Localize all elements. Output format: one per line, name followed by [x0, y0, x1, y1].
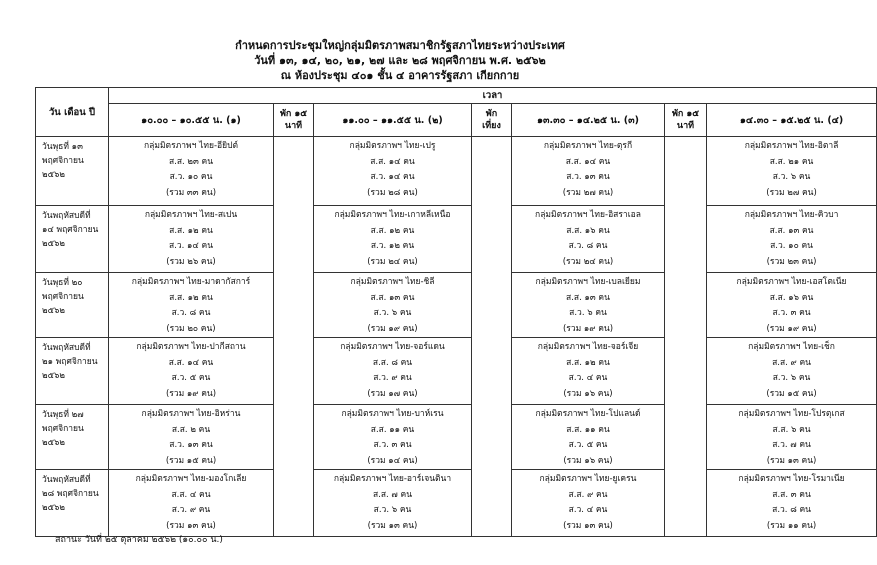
document-title: กำหนดการประชุมใหญ่กลุ่มมิตรภาพสมาชิกรัฐสภาไทยระหว่างประเทศ — [235, 39, 565, 52]
day-cell: วันพฤหัสบดีที่ ๒๑ พฤศจิกายน ๒๕๖๒ — [36, 338, 109, 405]
table-row — [36, 470, 877, 537]
schedule-table — [35, 87, 877, 537]
session-cell: กลุ่มมิตรภาพฯ ไทย-เอสโตเนีย ส.ส. ๑๖ คน ส.ว. ๓ คน (รวม ๑๙ คน) — [707, 273, 877, 338]
day-cell: วันพุธที่ ๒๗ พฤศจิกายน ๒๕๖๒ — [36, 405, 109, 470]
table-row — [36, 137, 877, 206]
document-venue: ณ ห้องประชุม ๔๐๑ ชั้น ๔ อาคารรัฐสภา เกียกกาย — [280, 69, 520, 82]
session-cell: กลุ่มมิตรภาพฯ ไทย-อียิปต์ ส.ส. ๒๓ คน ส.ว. ๑๐ คน (รวม ๓๓ คน) — [109, 137, 274, 206]
slot-2-header: ๑๑.๐๐ – ๑๑.๕๕ น. (๒) — [314, 104, 472, 137]
session-cell: กลุ่มมิตรภาพฯ ไทย-เกาหลีเหนือ ส.ส. ๑๒ คน ส.ว. ๑๒ คน (รวม ๒๔ คน) — [314, 206, 472, 273]
break-1-column — [274, 137, 314, 537]
table-row — [36, 206, 877, 273]
status-footer: สถานะ วันที่ ๒๕ ตุลาคม ๒๕๖๒ (๑๐.๐๐ น.) — [55, 535, 223, 545]
break-2-header: พัก ๑๕ นาที — [665, 104, 707, 137]
slot-3-header: ๑๓.๓๐ – ๑๔.๒๕ น. (๓) — [512, 104, 665, 137]
lunch-header: พัก เที่ยง — [472, 104, 512, 137]
session-cell: กลุ่มมิตรภาพฯ ไทย-บาห์เรน ส.ส. ๑๑ คน ส.ว. ๓ คน (รวม ๑๔ คน) — [314, 405, 472, 470]
session-cell: กลุ่มมิตรภาพฯ ไทย-ยูเครน ส.ส. ๙ คน ส.ว. ๔ คน (รวม ๑๓ คน) — [512, 470, 665, 537]
table-row — [36, 338, 877, 405]
session-cell: กลุ่มมิตรภาพฯ ไทย-อิตาลี ส.ส. ๒๑ คน ส.ว. ๖ คน (รวม ๒๗ คน) — [707, 137, 877, 206]
document-dates: วันที่ ๑๓, ๑๔, ๒๐, ๒๑, ๒๗ และ ๒๘ พฤศจิกายน พ.ศ. ๒๕๖๒ — [254, 54, 546, 67]
session-cell: กลุ่มมิตรภาพฯ ไทย-เปรู ส.ส. ๑๔ คน ส.ว. ๑๔ คน (รวม ๒๘ คน) — [314, 137, 472, 206]
session-cell: กลุ่มมิตรภาพฯ ไทย-มาดากัสการ์ ส.ส. ๑๒ คน ส.ว. ๘ คน (รวม ๒๐ คน) — [109, 273, 274, 338]
day-column-header: วัน เดือน ปี — [36, 88, 109, 137]
session-cell: กลุ่มมิตรภาพฯ ไทย-อิหร่าน ส.ส. ๒ คน ส.ว. ๑๓ คน (รวม ๑๕ คน) — [109, 405, 274, 470]
table-row — [36, 405, 877, 470]
session-cell: กลุ่มมิตรภาพฯ ไทย-มองโกเลีย ส.ส. ๔ คน ส.ว. ๙ คน (รวม ๑๓ คน) — [109, 470, 274, 537]
session-cell: กลุ่มมิตรภาพฯ ไทย-ปากีสถาน ส.ส. ๑๔ คน ส.ว. ๕ คน (รวม ๑๙ คน) — [109, 338, 274, 405]
time-header: เวลา — [109, 88, 877, 104]
session-cell: กลุ่มมิตรภาพฯ ไทย-เช็ก ส.ส. ๙ คน ส.ว. ๖ คน (รวม ๑๕ คน) — [707, 338, 877, 405]
session-cell: กลุ่มมิตรภาพฯ ไทย-จอร์เจีย ส.ส. ๑๒ คน ส.ว. ๔ คน (รวม ๑๖ คน) — [512, 338, 665, 405]
day-cell: วันพฤหัสบดีที่ ๑๔ พฤศจิกายน ๒๕๖๒ — [36, 206, 109, 273]
slot-4-header: ๑๔.๓๐ – ๑๕.๒๕ น. (๔) — [707, 104, 877, 137]
day-cell: วันพุธที่ ๑๓ พฤศจิกายน ๒๕๖๒ — [36, 137, 109, 206]
slot-1-header: ๑๐.๐๐ – ๑๐.๕๕ น. (๑) — [109, 104, 274, 137]
session-cell: กลุ่มมิตรภาพฯ ไทย-โปแลนด์ ส.ส. ๑๑ คน ส.ว. ๕ คน (รวม ๑๖ คน) — [512, 405, 665, 470]
break-2-column — [665, 137, 707, 537]
session-cell: กลุ่มมิตรภาพฯ ไทย-อาร์เจนตินา ส.ส. ๗ คน ส.ว. ๖ คน (รวม ๑๓ คน) — [314, 470, 472, 537]
session-cell: กลุ่มมิตรภาพฯ ไทย-สเปน ส.ส. ๑๒ คน ส.ว. ๑๔ คน (รวม ๒๖ คน) — [109, 206, 274, 273]
day-cell: วันพุธที่ ๒๐ พฤศจิกายน ๒๕๖๒ — [36, 273, 109, 338]
lunch-column — [472, 137, 512, 537]
session-cell: กลุ่มมิตรภาพฯ ไทย-เบลเยียม ส.ส. ๑๓ คน ส.ว. ๖ คน (รวม ๑๙ คน) — [512, 273, 665, 338]
session-cell: กลุ่มมิตรภาพฯ ไทย-ตุรกี ส.ส. ๑๔ คน ส.ว. ๑๓ คน (รวม ๒๗ คน) — [512, 137, 665, 206]
table-row — [36, 273, 877, 338]
break-1-header: พัก ๑๕ นาที — [274, 104, 314, 137]
session-cell: กลุ่มมิตรภาพฯ ไทย-อิสราเอล ส.ส. ๑๖ คน ส.ว. ๘ คน (รวม ๒๔ คน) — [512, 206, 665, 273]
session-cell: กลุ่มมิตรภาพฯ ไทย-จอร์แดน ส.ส. ๘ คน ส.ว. ๙ คน (รวม ๑๗ คน) — [314, 338, 472, 405]
session-cell: กลุ่มมิตรภาพฯ ไทย-โปรตุเกส ส.ส. ๖ คน ส.ว. ๗ คน (รวม ๑๓ คน) — [707, 405, 877, 470]
session-cell: กลุ่มมิตรภาพฯ ไทย-โรมาเนีย ส.ส. ๓ คน ส.ว. ๘ คน (รวม ๑๑ คน) — [707, 470, 877, 537]
session-cell: กลุ่มมิตรภาพฯ ไทย-ชิลี ส.ส. ๑๓ คน ส.ว. ๖ คน (รวม ๑๙ คน) — [314, 273, 472, 338]
session-cell: กลุ่มมิตรภาพฯ ไทย-คิวบา ส.ส. ๑๓ คน ส.ว. ๑๐ คน (รวม ๒๓ คน) — [707, 206, 877, 273]
day-cell: วันพฤหัสบดีที่ ๒๘ พฤศจิกายน ๒๕๖๒ — [36, 470, 109, 537]
